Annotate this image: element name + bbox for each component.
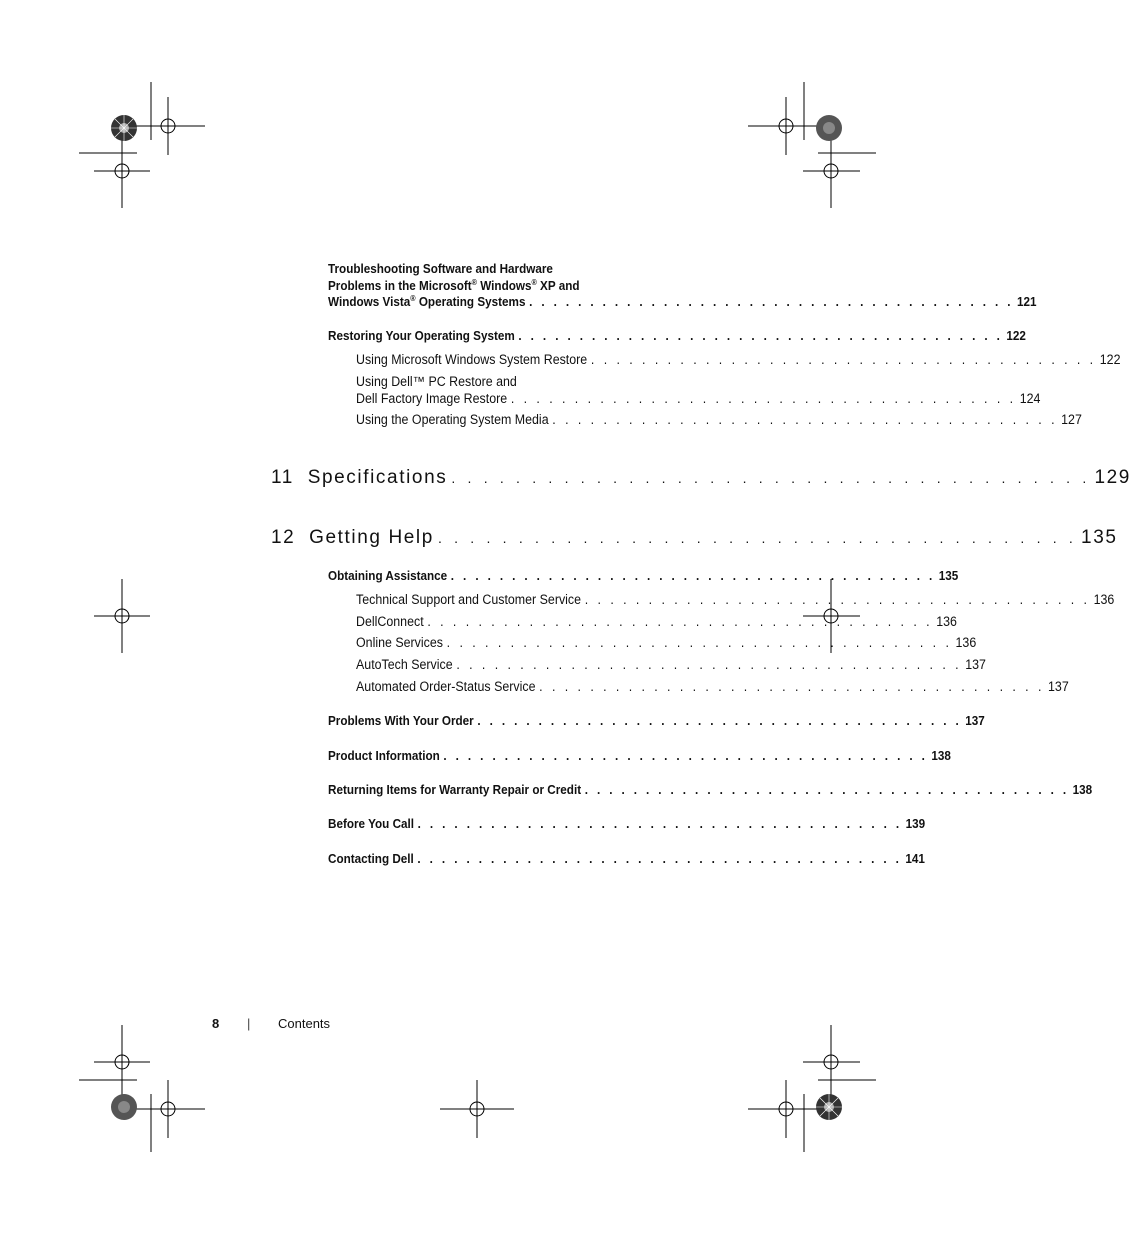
leader-dots: . . . . . . . . . . . . . . . . . . . . . . . . . . . . . . . . . . . . . . . . <box>518 328 1003 343</box>
chapter-title: Specifications <box>307 467 448 488</box>
page-number: 127 <box>1061 412 1082 427</box>
toc-entry-pc-restore-last-line[interactable]: Dell Factory Image Restore . . . . . . . . . . . . . . . . . . . . . . . . . . . . . . . . . . . . . . . . 124 <box>356 391 1041 406</box>
toc-entry-os-media[interactable]: Using the Operating System Media . . . . . . . . . . . . . . . . . . . . . . . . . . . . . . . . . . . . . . . . 127 <box>356 412 1082 427</box>
toc-entry-problems-order[interactable]: Problems With Your Order . . . . . . . . . . . . . . . . . . . . . . . . . . . . . . . . . . . . . . . . 137 <box>328 713 985 728</box>
leader-dots: . . . . . . . . . . . . . . . . . . . . . . . . . . . . . . . . . . . . . . . . <box>451 470 1091 486</box>
toc-chapter-12[interactable] <box>271 527 1118 549</box>
leader-dots: . . . . . . . . . . . . . . . . . . . . . . . . . . . . . . . . . . . . . . . . <box>477 713 962 728</box>
chapter-number: 12 <box>271 527 296 548</box>
page-number: 135 <box>938 568 959 583</box>
toc-entry-troubleshooting-last-line[interactable]: Windows Vista® Operating Systems . . . . . . . . . . . . . . . . . . . . . . . . . . . . . . . . . . . . . . . . 121 <box>328 294 1037 309</box>
chapter-title: Getting Help <box>309 527 434 548</box>
toc-entry-before-call[interactable]: Before You Call . . . . . . . . . . . . . . . . . . . . . . . . . . . . . . . . . . . . . . . . 139 <box>328 816 926 831</box>
page-number: 137 <box>965 657 986 672</box>
toc-entry-troubleshooting[interactable] <box>328 260 580 294</box>
page-number: 122 <box>1099 352 1121 367</box>
leader-dots: . . . . . . . . . . . . . . . . . . . . . . . . . . . . . . . . . . . . . . . . <box>427 614 933 629</box>
toc-entry-autotech[interactable]: AutoTech Service . . . . . . . . . . . . . . . . . . . . . . . . . . . . . . . . . . . . . . . . 137 <box>356 657 986 672</box>
toc-entry-obtaining[interactable]: Obtaining Assistance . . . . . . . . . . . . . . . . . . . . . . . . . . . . . . . . . . . . . . . . 135 <box>328 568 959 583</box>
leader-dots: . . . . . . . . . . . . . . . . . . . . . . . . . . . . . . . . . . . . . . . . <box>552 412 1058 427</box>
page-number: 137 <box>1048 679 1069 694</box>
page-number: 121 <box>1016 294 1037 309</box>
toc-entry-system-restore[interactable]: Using Microsoft Windows System Restore . . . . . . . . . . . . . . . . . . . . . . . . . . . . . . . . . . . . . . . . 122 <box>356 352 1121 367</box>
page-number: 138 <box>931 748 951 763</box>
toc-chapter-11[interactable] <box>271 467 1131 489</box>
page-number: 136 <box>1093 592 1115 607</box>
page-number: 135 <box>1081 527 1118 548</box>
page-number: 139 <box>905 816 926 831</box>
footer-section-title: Contents <box>278 1016 331 1031</box>
toc-entry-product-info[interactable]: Product Information . . . . . . . . . . . . . . . . . . . . . . . . . . . . . . . . . . . . . . . . 138 <box>328 748 951 763</box>
leader-dots: . . . . . . . . . . . . . . . . . . . . . . . . . . . . . . . . . . . . . . . . <box>417 816 902 831</box>
leader-dots: . . . . . . . . . . . . . . . . . . . . . . . . . . . . . . . . . . . . . . . . <box>446 635 952 650</box>
leader-dots: . . . . . . . . . . . . . . . . . . . . . . . . . . . . . . . . . . . . . . . . <box>529 294 1014 309</box>
toc-entry-line: Problems in the Microsoft® Windows® XP and <box>328 278 580 293</box>
leader-dots: . . . . . . . . . . . . . . . . . . . . . . . . . . . . . . . . . . . . . . . . <box>510 391 1017 406</box>
page-number: 129 <box>1094 467 1131 488</box>
footer-page-number: 8 <box>212 1016 220 1031</box>
page-number: 141 <box>905 851 925 866</box>
leader-dots: . . . . . . . . . . . . . . . . . . . . . . . . . . . . . . . . . . . . . . . . <box>539 679 1045 694</box>
page-number: 124 <box>1019 391 1041 406</box>
leader-dots: . . . . . . . . . . . . . . . . . . . . . . . . . . . . . . . . . . . . . . . . <box>443 748 928 763</box>
chapter-number: 11 <box>271 467 294 488</box>
toc-entry-line: Using Dell™ PC Restore and <box>356 374 517 389</box>
toc-entry-tech-support[interactable]: Technical Support and Customer Service . . . . . . . . . . . . . . . . . . . . . . . . . . . . . . . . . . . . . . . . 136 <box>356 592 1115 607</box>
toc-entry-dellconnect[interactable]: DellConnect . . . . . . . . . . . . . . . . . . . . . . . . . . . . . . . . . . . . . . . . 136 <box>356 614 957 629</box>
page-number: 138 <box>1072 782 1093 797</box>
leader-dots: . . . . . . . . . . . . . . . . . . . . . . . . . . . . . . . . . . . . . . . . <box>450 568 936 583</box>
toc-entry-order-status[interactable]: Automated Order-Status Service . . . . . . . . . . . . . . . . . . . . . . . . . . . . . . . . . . . . . . . . 137 <box>356 679 1069 694</box>
footer-separator: | <box>247 1016 251 1031</box>
toc-entry-pc-restore[interactable] <box>356 373 517 391</box>
page-number: 122 <box>1006 328 1026 343</box>
page-number: 136 <box>936 614 957 629</box>
toc-entry-restoring[interactable]: Restoring Your Operating System . . . . . . . . . . . . . . . . . . . . . . . . . . . . . . . . . . . . . . . . 122 <box>328 328 1026 343</box>
leader-dots: . . . . . . . . . . . . . . . . . . . . . . . . . . . . . . . . . . . . . . . . <box>417 851 902 866</box>
leader-dots: . . . . . . . . . . . . . . . . . . . . . . . . . . . . . . . . . . . . . . . . <box>437 530 1078 546</box>
toc-entry-returning[interactable]: Returning Items for Warranty Repair or Credit . . . . . . . . . . . . . . . . . . . . . . . . . . . . . . . . . . . . . . . . 138 <box>328 782 1093 797</box>
leader-dots: . . . . . . . . . . . . . . . . . . . . . . . . . . . . . . . . . . . . . . . . <box>456 657 962 672</box>
leader-dots: . . . . . . . . . . . . . . . . . . . . . . . . . . . . . . . . . . . . . . . . <box>584 782 1070 797</box>
toc-entry-line: Troubleshooting Software and Hardware <box>328 261 553 276</box>
page-number: 137 <box>965 713 985 728</box>
toc-entry-contacting[interactable]: Contacting Dell . . . . . . . . . . . . . . . . . . . . . . . . . . . . . . . . . . . . . . . . 141 <box>328 851 925 866</box>
leader-dots: . . . . . . . . . . . . . . . . . . . . . . . . . . . . . . . . . . . . . . . . <box>590 352 1097 367</box>
leader-dots: . . . . . . . . . . . . . . . . . . . . . . . . . . . . . . . . . . . . . . . . <box>584 592 1090 607</box>
page-number: 136 <box>955 635 977 650</box>
toc-entry-online-services[interactable]: Online Services . . . . . . . . . . . . . . . . . . . . . . . . . . . . . . . . . . . . . . . . 136 <box>356 635 977 650</box>
